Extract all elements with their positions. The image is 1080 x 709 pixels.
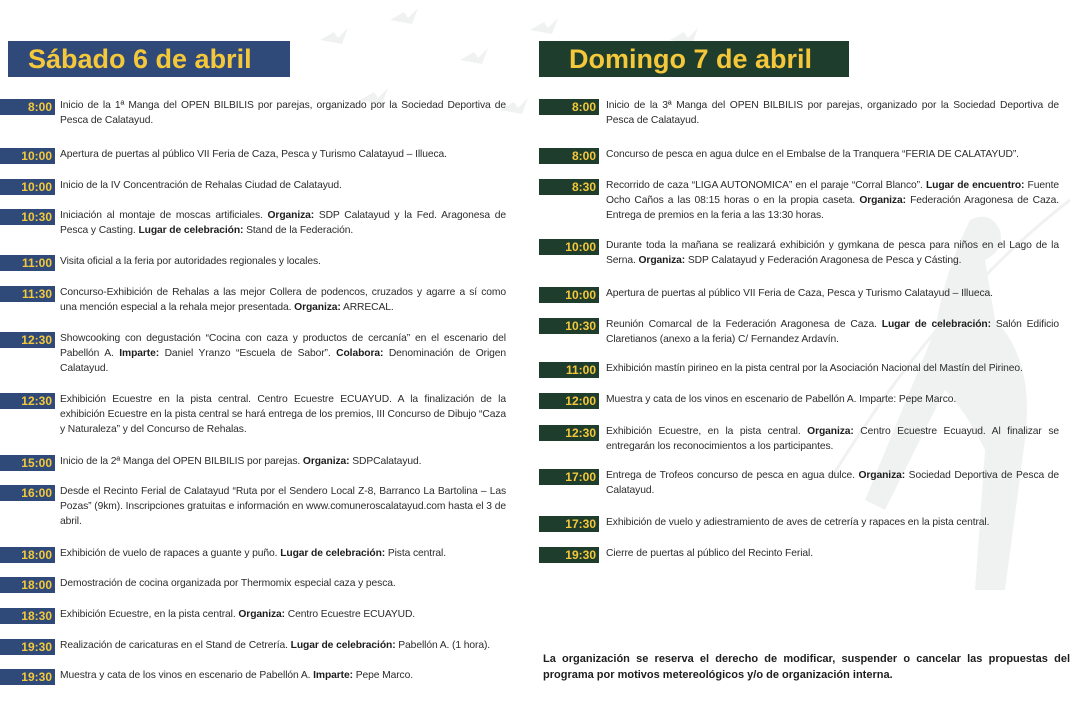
event-text: Inicio de la 2ª Manga del OPEN BILBILIS por parejas. <box>60 456 303 467</box>
event-time: 10:30 <box>0 209 55 225</box>
event-label: Lugar de celebración: <box>280 548 386 559</box>
event-label: Organiza: <box>859 195 906 207</box>
event-time: 10:00 <box>539 239 599 255</box>
event-row <box>0 98 510 128</box>
event-text: Recorrido de caza “LIGA AUTONOMICA” en el paraje “Corral Blanco”. <box>606 180 926 191</box>
event-row <box>0 254 510 271</box>
event-description <box>599 317 1059 347</box>
event-text: Pepe Marco. <box>352 670 413 681</box>
event-text: Exhibición de vuelo y adiestramiento de aves de cetrería y rapaces en la pista central. <box>606 517 990 528</box>
event-text: Concurso-Exhibición de Rehalas a las mejor Collera de podencos, cruzados y agarre a sí como una mención especial a la rehala mejor presentada. <box>60 287 506 314</box>
event-row <box>0 178 510 195</box>
event-description <box>55 147 510 162</box>
event-text: Apertura de puertas al público VII Feria de Caza, Pesca y Turismo Calatayud – Illueca. <box>606 288 993 299</box>
event-row <box>539 468 1059 498</box>
event-time: 19:30 <box>539 547 599 563</box>
event-text: SDPCalatayud. <box>349 456 422 467</box>
event-row <box>539 147 1059 164</box>
event-time: 8:00 <box>539 148 599 164</box>
event-row <box>0 331 510 377</box>
event-description <box>55 285 510 315</box>
event-time: 15:00 <box>0 455 55 471</box>
event-description <box>55 178 510 193</box>
event-text: Exhibición mastín pirineo en la pista central por la Asociación Nacional del Mastín del Pirineo. <box>606 363 1023 374</box>
event-description <box>55 98 510 128</box>
event-time: 12:30 <box>0 393 55 409</box>
event-description <box>599 424 1059 454</box>
event-row <box>539 178 1059 224</box>
event-label: Organiza: <box>302 456 350 467</box>
event-text: Exhibición Ecuestre, en la pista central. <box>60 609 239 620</box>
event-text: SDP Calatayud y Federación Aragonesa de Pesca y Cásting. <box>685 255 962 267</box>
event-row <box>0 638 510 655</box>
event-text: Reunión Comarcal de la Federación Aragonesa de Caza. <box>606 319 882 330</box>
event-description <box>55 638 510 653</box>
event-text: Federación Aragonesa de Caza. Entrega de premios en la feria a las 13:30 horas. <box>606 195 1060 222</box>
event-time: 17:00 <box>539 469 599 485</box>
event-text: Exhibición de vuelo de rapaces a guante y puño. <box>60 548 281 559</box>
event-row <box>539 392 1059 409</box>
event-time: 18:30 <box>0 608 55 624</box>
event-text: Cierre de puertas al público del Recinto Ferial. <box>606 548 813 559</box>
event-text: Durante toda la mañana se realizará exhibición y gymkana de pesca para niños en el Lago de la Serna. <box>606 240 1059 267</box>
event-row <box>539 424 1059 454</box>
event-description <box>55 454 510 469</box>
event-row <box>539 515 1059 532</box>
event-text: Centro Ecuestre Ecuayud. Al finalizar se entregarán los reconocimientos a los participantes. <box>606 426 1059 453</box>
event-row <box>0 576 510 593</box>
event-text: Showcooking con degustación “Cocina con caza y productos de cercanía” en el escenario del Pabellón A. <box>60 333 506 360</box>
event-text: Stand de la Federación. <box>243 225 354 237</box>
event-description <box>55 546 510 561</box>
event-description <box>55 576 510 591</box>
event-label: Organiza: <box>294 302 341 314</box>
event-text: Pista central. <box>385 548 446 559</box>
event-text: Desde el Recinto Ferial de Calatayud “Ruta por el Sendero Local Z-8, Barranco La Bartolina – Las Pozas” (9km). Inscripciones gratuitas e información en www.comuneroscalatayud.com hasta el 3 de abril. <box>60 486 506 528</box>
event-row <box>0 484 510 530</box>
event-row <box>0 546 510 563</box>
event-time: 12:30 <box>539 425 599 441</box>
event-text: Inicio de la IV Concentración de Rehalas Ciudad de Calatayud. <box>60 180 342 191</box>
event-text: Centro Ecuestre ECUAYUD. <box>284 609 416 620</box>
event-row <box>0 454 510 471</box>
event-time: 11:30 <box>0 286 55 302</box>
event-row <box>0 208 510 238</box>
event-label: Imparte: <box>119 348 160 360</box>
event-time: 8:00 <box>539 99 599 115</box>
event-text: Entrega de Trofeos concurso de pesca en agua dulce. <box>606 470 859 481</box>
event-label: Imparte: <box>313 670 353 681</box>
event-description <box>599 178 1059 224</box>
organization-disclaimer: La organización se reserva el derecho de modificar, suspender o cancelar las propuestas del programa por motivos metereológicos y/o de organización interna. <box>543 653 1070 681</box>
event-row <box>0 285 510 315</box>
event-description <box>55 254 510 269</box>
event-time: 11:00 <box>0 255 55 271</box>
event-label: Organiza: <box>807 426 854 437</box>
event-row <box>539 546 1059 563</box>
event-description <box>55 668 510 683</box>
event-text: Salón Edificio Claretianos (anexo a la feria) C/ Fernandez Ardavín. <box>606 319 1059 346</box>
event-text: Inicio de la 1ª Manga del OPEN BILBILIS por parejas, organizado por la Sociedad Deportiva de Pesca de Calatayud. <box>60 100 506 127</box>
event-text: Denominación de Origen Calatayud. <box>60 348 507 375</box>
event-description <box>55 607 510 622</box>
event-description <box>55 208 510 238</box>
event-label: Organiza: <box>858 470 906 481</box>
event-time: 10:30 <box>539 318 599 334</box>
event-row <box>539 98 1059 128</box>
event-label: Organiza: <box>267 210 315 221</box>
saturday-title: Sábado 6 de abril <box>8 41 290 77</box>
event-time: 12:30 <box>0 332 55 348</box>
event-time: 19:30 <box>0 669 55 685</box>
event-text: Inicio de la 3ª Manga del OPEN BILBILIS por parejas, organizado por la Sociedad Deportiva de Pesca de Calatayud. <box>606 100 1059 127</box>
event-description <box>599 468 1059 498</box>
event-time: 10:00 <box>0 179 55 195</box>
event-row <box>0 607 510 624</box>
event-text: Exhibición Ecuestre, en la pista central. <box>606 426 808 437</box>
event-text: Visita oficial a la feria por autoridades regionales y locales. <box>60 256 321 267</box>
event-text: Sociedad Deportiva de Pesca de Calatayud. <box>606 470 1059 497</box>
sunday-title: Domingo 7 de abril <box>539 41 849 77</box>
event-text: ARRECAL. <box>340 302 394 314</box>
event-row <box>0 147 510 164</box>
event-row <box>0 392 510 438</box>
event-description <box>599 361 1059 376</box>
event-text: Demostración de cocina organizada por Thermomix especial caza y pesca. <box>60 578 396 589</box>
event-time: 8:30 <box>539 179 599 195</box>
event-description <box>599 392 1059 407</box>
event-label: Organiza: <box>238 609 285 620</box>
event-time: 18:00 <box>0 577 55 593</box>
event-label: Lugar de celebración: <box>881 319 991 330</box>
event-time: 8:00 <box>0 99 55 115</box>
event-time: 12:00 <box>539 393 599 409</box>
event-label: Organiza: <box>638 255 686 267</box>
event-row <box>0 668 510 685</box>
event-description <box>599 515 1059 530</box>
event-text: Fuente Ocho Caños a las 08:15 horas o en la propia caseta. <box>606 180 1060 207</box>
event-description <box>599 546 1059 561</box>
event-time: 16:00 <box>0 485 55 501</box>
event-description <box>55 392 510 438</box>
event-description <box>599 286 1059 301</box>
event-label: Lugar de celebración: <box>290 640 396 651</box>
event-text: Iniciación al montaje de moscas artificiales. <box>60 210 268 221</box>
event-time: 11:00 <box>539 362 599 378</box>
event-text: Muestra y cata de los vinos en escenario de Pabellón A. <box>60 670 314 681</box>
event-row <box>539 317 1059 347</box>
event-time: 19:30 <box>0 639 55 655</box>
event-time: 10:00 <box>0 148 55 164</box>
event-text: Realización de caricaturas en el Stand de Cetrería. <box>60 640 291 651</box>
event-description <box>599 238 1059 268</box>
event-row <box>539 286 1059 303</box>
event-text: Pabellón A. (1 hora). <box>395 640 491 651</box>
event-time: 18:00 <box>0 547 55 563</box>
event-label: Lugar de celebración: <box>138 225 244 237</box>
event-text: Apertura de puertas al público VII Feria de Caza, Pesca y Turismo Calatayud – Illueca. <box>60 149 447 160</box>
event-text: Muestra y cata de los vinos en escenario de Pabellón A. Imparte: Pepe Marco. <box>606 394 957 405</box>
event-text: Concurso de pesca en agua dulce en el Embalse de la Tranquera “FERIA DE CALATAYUD”. <box>606 149 1019 160</box>
event-label: Lugar de encuentro: <box>925 180 1025 191</box>
event-description <box>599 98 1059 128</box>
event-time: 17:30 <box>539 516 599 532</box>
event-description <box>55 331 510 377</box>
event-description <box>55 484 510 530</box>
event-row <box>539 361 1059 378</box>
event-row <box>539 238 1059 268</box>
event-text: Daniel Yranzo “Escuela de Sabor”. <box>159 348 337 360</box>
event-label: Colabora: <box>336 348 384 360</box>
event-text: SDP Calatayud y la Fed. Aragonesa de Pesca y Casting. <box>60 210 506 237</box>
event-description <box>599 147 1059 162</box>
event-text: Exhibición Ecuestre en la pista central. Centro Ecuestre ECUAYUD. A la finalización de la exhibición Ecuestre en la pista central se hará entrega de los premios, III Concurso de Dibujo “Caza y Naturaleza” y del Concurso de Rehalas. <box>60 394 506 436</box>
event-time: 10:00 <box>539 287 599 303</box>
